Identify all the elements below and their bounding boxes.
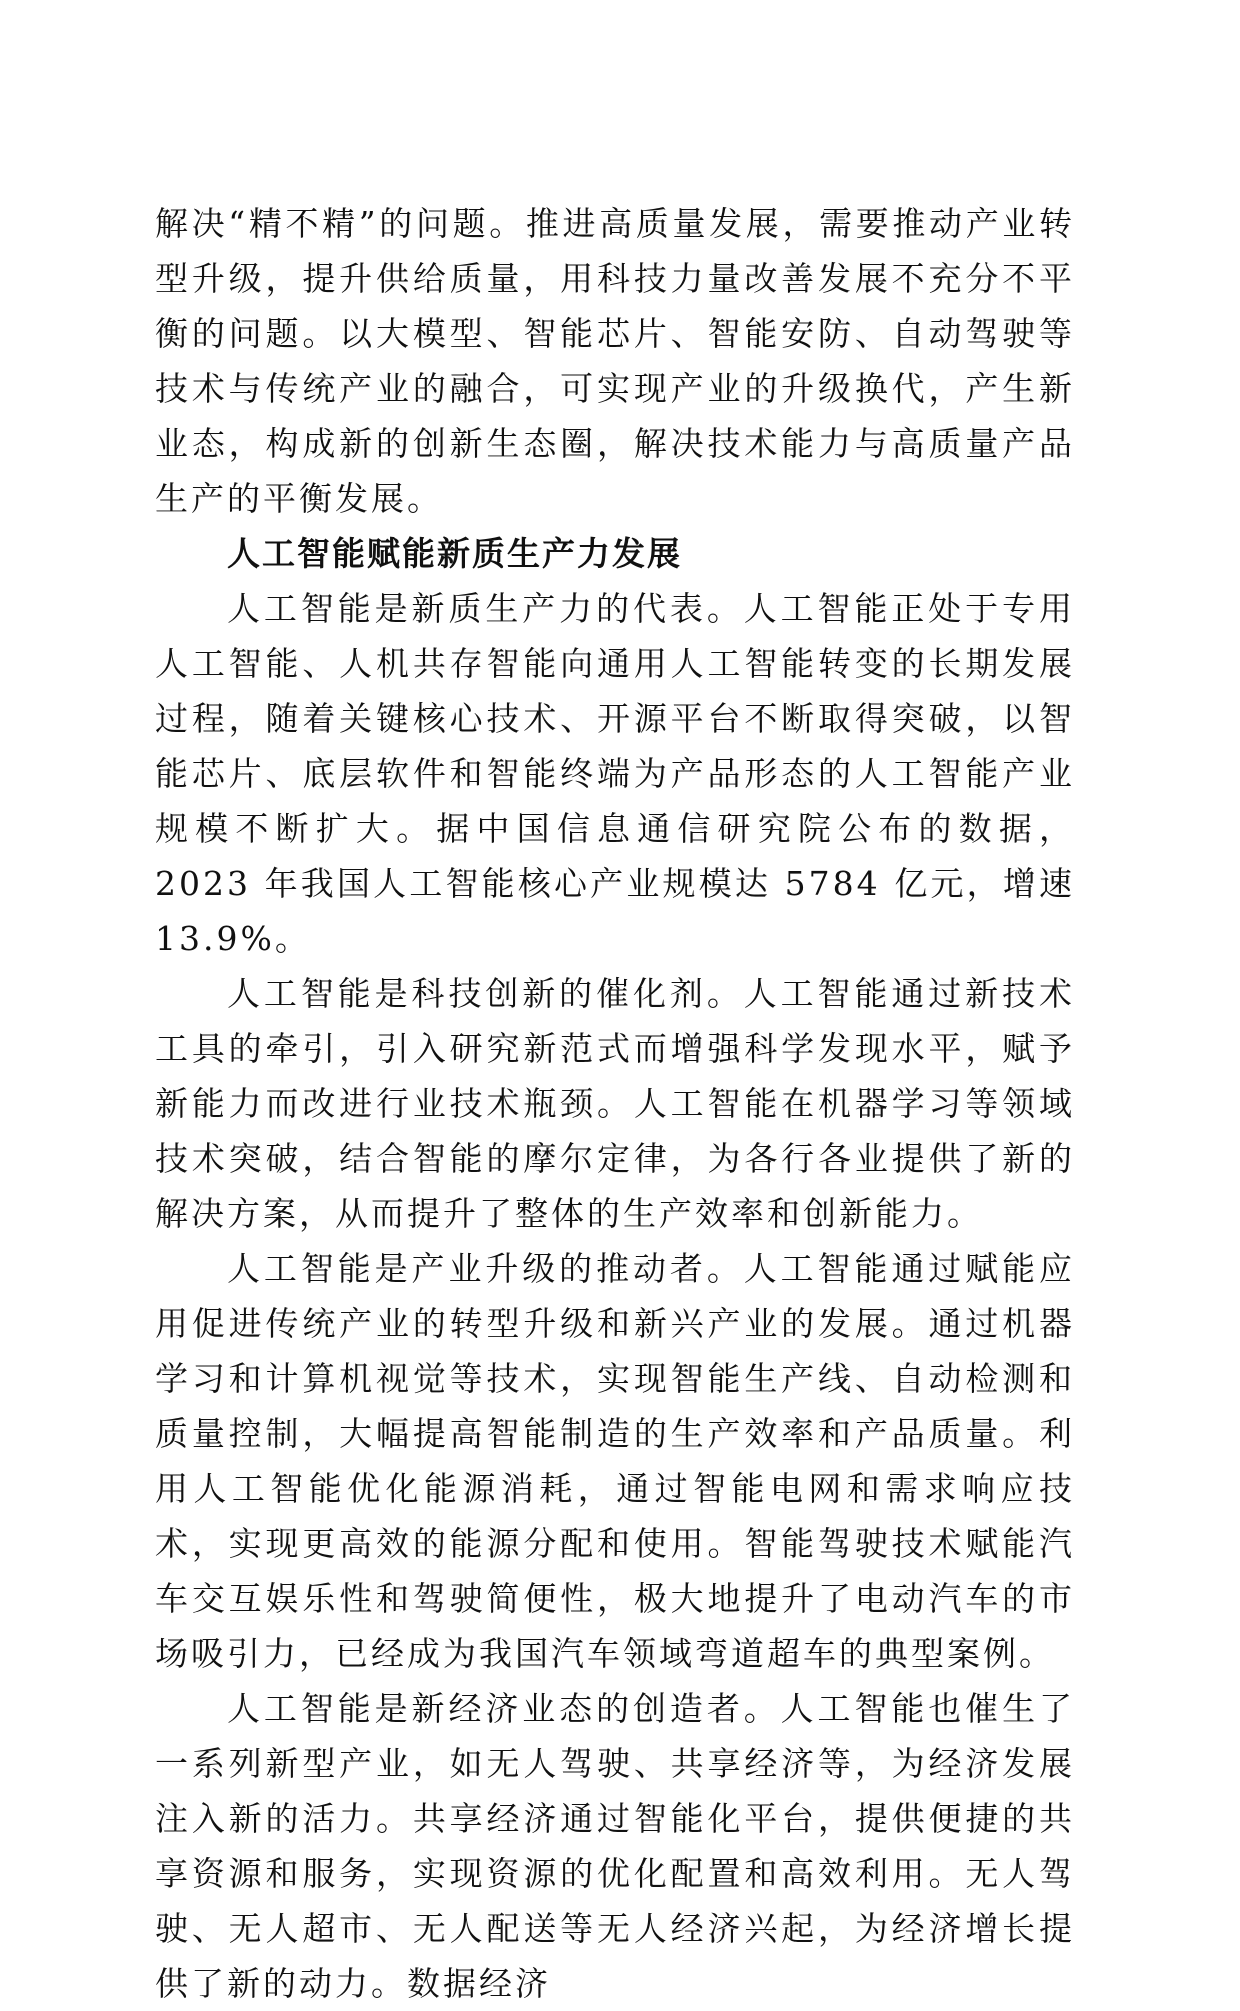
section-heading: 人工智能赋能新质生产力发展 <box>227 534 682 573</box>
paragraph-1: 人工智能是新质生产力的代表。人工智能正处于专用人工智能、人机共存智能向通用人工智能转变的长期发展过程，随着关键核心技术、开源平台不断取得突破，以智能芯片、底层软件和智能终端为产品形态的人工智能产业规模不断扩大。据中国信息通信研究院公布的数据，2023 年我国人工智能核心产业规模达 5784 亿元，增速 13.9%。 <box>155 589 1075 958</box>
document-body <box>155 196 1075 2011</box>
paragraph-2: 人工智能是科技创新的催化剂。人工智能通过新技术工具的牵引，引入研究新范式而增强科学发现水平，赋予新能力而改进行业技术瓶颈。人工智能在机器学习等领域技术突破，结合智能的摩尔定律，为各行各业提供了新的解决方案，从而提升了整体的生产效率和创新能力。 <box>155 974 1075 1233</box>
paragraph-continued: 解决“精不精”的问题。推进高质量发展，需要推动产业转型升级，提升供给质量，用科技力量改善发展不充分不平衡的问题。以大模型、智能芯片、智能安防、自动驾驶等技术与传统产业的融合，可实现产业的升级换代，产生新业态，构成新的创新生态圈，解决技术能力与高质量产品生产的平衡发展。 <box>155 204 1075 518</box>
paragraph-4: 人工智能是新经济业态的创造者。人工智能也催生了一系列新型产业，如无人驾驶、共享经济等，为经济发展注入新的活力。共享经济通过智能化平台，提供便捷的共享资源和服务，实现资源的优化配置和高效利用。无人驾驶、无人超市、无人配送等无人经济兴起，为经济增长提供了新的动力。数据经济 <box>155 1689 1075 2003</box>
paragraph-3: 人工智能是产业升级的推动者。人工智能通过赋能应用促进传统产业的转型升级和新兴产业的发展。通过机器学习和计算机视觉等技术，实现智能生产线、自动检测和质量控制，大幅提高智能制造的生产效率和产品质量。利用人工智能优化能源消耗，通过智能电网和需求响应技术，实现更高效的能源分配和使用。智能驾驶技术赋能汽车交互娱乐性和驾驶简便性，极大地提升了电动汽车的市场吸引力，已经成为我国汽车领域弯道超车的典型案例。 <box>155 1249 1075 1673</box>
